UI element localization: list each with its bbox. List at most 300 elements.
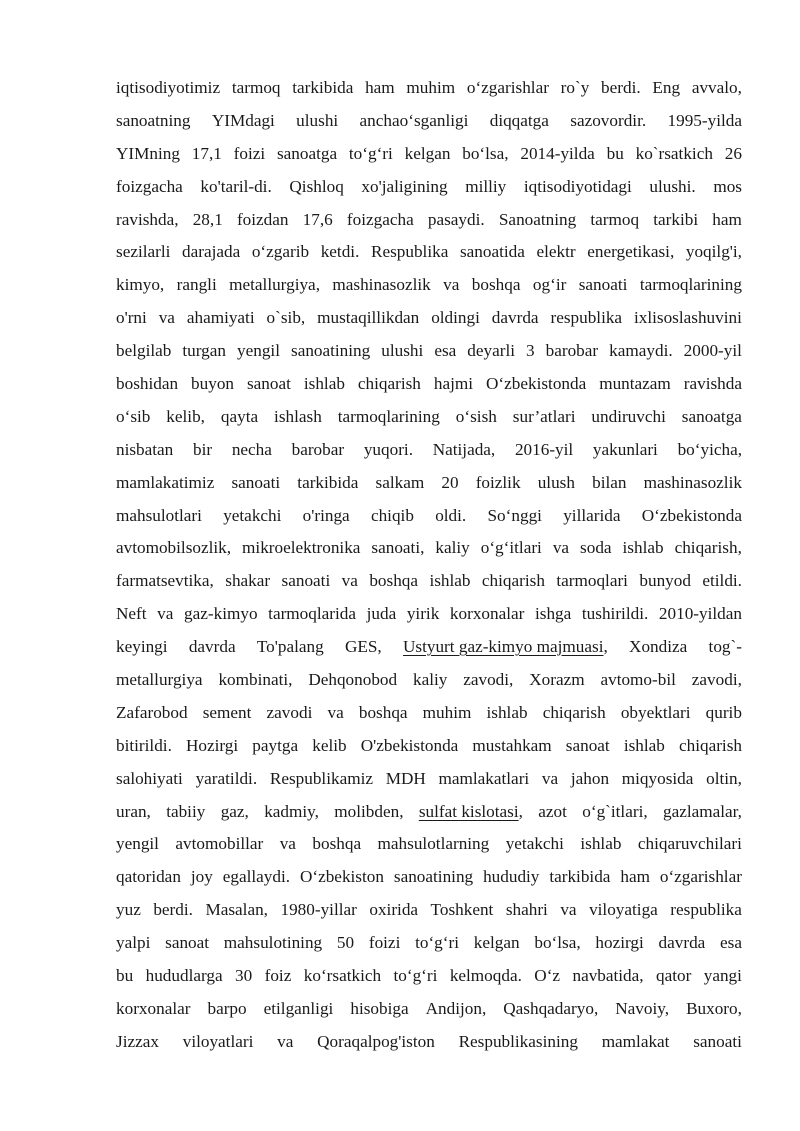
word-text: kelgan bbox=[473, 933, 520, 953]
word bbox=[267, 697, 313, 730]
word-text: o‘sib bbox=[116, 406, 151, 426]
word-text: chiqarish bbox=[542, 702, 606, 722]
word-text: foizdan bbox=[236, 209, 289, 229]
word-text: molibden, bbox=[334, 801, 404, 821]
word bbox=[591, 401, 665, 434]
word bbox=[146, 960, 223, 993]
text-line bbox=[116, 894, 742, 927]
inline-link-word[interactable] bbox=[419, 796, 523, 829]
word bbox=[247, 368, 291, 401]
text-line bbox=[116, 993, 742, 1026]
word bbox=[406, 72, 455, 105]
word-text: tarmoq bbox=[231, 78, 281, 97]
word-text: 2010-yildan bbox=[658, 604, 742, 624]
word bbox=[182, 335, 226, 368]
word bbox=[515, 434, 573, 467]
word bbox=[280, 828, 296, 861]
word-text: ulush bbox=[537, 472, 575, 492]
word-text: Dehqonobod bbox=[308, 670, 398, 690]
word-text: kelmoqda. bbox=[449, 966, 522, 986]
word-text: ishga bbox=[535, 604, 572, 624]
word-text: 17,1 bbox=[191, 143, 222, 163]
word-text: hozirgi bbox=[595, 933, 644, 953]
word bbox=[566, 730, 610, 763]
word-text: elektr bbox=[536, 242, 576, 262]
word-text: shahri bbox=[505, 900, 548, 920]
word bbox=[116, 467, 214, 500]
word bbox=[592, 467, 626, 500]
word bbox=[116, 204, 179, 237]
word-text: bu bbox=[116, 966, 134, 986]
word-text: tarmoq bbox=[590, 209, 640, 229]
word bbox=[570, 105, 646, 138]
word bbox=[429, 565, 470, 598]
word bbox=[304, 960, 381, 993]
word-text: ko'taril-di. bbox=[200, 176, 272, 196]
word-text: va bbox=[341, 571, 358, 591]
word-text: sanoati bbox=[231, 472, 281, 492]
word-text: ham bbox=[712, 209, 742, 229]
word bbox=[116, 598, 147, 631]
word-text: Eng bbox=[652, 78, 681, 97]
word-text: Jizzax bbox=[116, 1031, 159, 1051]
word bbox=[361, 730, 459, 763]
word bbox=[116, 631, 168, 664]
word-text: buyon bbox=[191, 374, 234, 394]
word bbox=[358, 368, 421, 401]
word bbox=[317, 1026, 435, 1059]
word-text: egallaydi. bbox=[222, 867, 291, 887]
word bbox=[472, 730, 551, 763]
word bbox=[482, 565, 545, 598]
word-text: tog`- bbox=[708, 637, 742, 657]
word bbox=[534, 960, 560, 993]
text-line bbox=[116, 72, 742, 105]
word bbox=[191, 861, 213, 894]
word bbox=[332, 269, 430, 302]
word bbox=[300, 861, 384, 894]
word-text: bo‘yicha, bbox=[677, 439, 742, 459]
word-text: berdi. bbox=[153, 900, 193, 920]
word bbox=[371, 236, 448, 269]
word bbox=[376, 467, 425, 500]
word-text: O'zbekistonda bbox=[360, 735, 459, 755]
word-text: ham bbox=[620, 867, 650, 887]
word bbox=[264, 796, 319, 829]
word-text: 2016-yil bbox=[514, 439, 574, 459]
word-text: oxirida bbox=[369, 900, 419, 920]
word-text: tarkibida bbox=[297, 472, 359, 492]
word-text: ahamiyati bbox=[186, 308, 255, 328]
text-line bbox=[116, 730, 742, 763]
word-text: muhim bbox=[422, 702, 472, 722]
text-line bbox=[116, 401, 742, 434]
word bbox=[369, 927, 401, 960]
word bbox=[157, 598, 173, 631]
word-text: ishlab bbox=[303, 374, 345, 394]
word-text: davrda bbox=[491, 308, 539, 328]
word-text: ulushi bbox=[296, 110, 339, 130]
word bbox=[369, 565, 418, 598]
word bbox=[686, 993, 742, 1026]
word bbox=[221, 796, 249, 829]
word bbox=[580, 532, 612, 565]
word bbox=[304, 368, 345, 401]
word bbox=[175, 828, 263, 861]
word bbox=[116, 565, 214, 598]
word bbox=[116, 269, 164, 302]
word bbox=[116, 368, 178, 401]
word-text: esa bbox=[434, 341, 457, 361]
word-text: o`sib, bbox=[266, 308, 306, 328]
word-text: ko‘rsatkich bbox=[303, 966, 382, 986]
word bbox=[345, 631, 382, 664]
text-line bbox=[116, 1026, 742, 1059]
text-line bbox=[116, 204, 742, 237]
word bbox=[116, 927, 150, 960]
word bbox=[212, 105, 275, 138]
word bbox=[116, 763, 183, 796]
word-text: , bbox=[603, 637, 608, 657]
word-text: mustahkam bbox=[472, 735, 552, 755]
word bbox=[116, 236, 170, 269]
word bbox=[166, 796, 205, 829]
word-text: zavodi bbox=[266, 702, 313, 722]
word bbox=[670, 894, 742, 927]
word-text: o‘zgarishlar bbox=[659, 867, 742, 887]
word-text: ishlab bbox=[623, 735, 665, 755]
word bbox=[702, 565, 742, 598]
word bbox=[187, 302, 255, 335]
word-text: mustaqillikdan bbox=[317, 308, 420, 328]
word bbox=[205, 894, 268, 927]
word-text: 17,6 bbox=[302, 209, 333, 229]
word-text: jahon bbox=[570, 768, 610, 788]
word-text: kelib bbox=[312, 735, 347, 755]
word bbox=[268, 598, 356, 631]
word bbox=[725, 138, 742, 171]
word bbox=[203, 697, 252, 730]
word-text: tarkibi bbox=[653, 209, 699, 229]
word bbox=[615, 993, 669, 1026]
word-text: chiqarish bbox=[481, 571, 545, 591]
word bbox=[116, 828, 159, 861]
word-text: joy bbox=[190, 867, 213, 887]
word-text: ulushi. bbox=[649, 176, 696, 196]
word bbox=[609, 335, 672, 368]
word-text: 1980-yillar bbox=[280, 900, 357, 920]
word-text: boshqa bbox=[312, 834, 362, 854]
word bbox=[535, 598, 571, 631]
text-line bbox=[116, 796, 742, 829]
word-text: o‘g‘itlari bbox=[480, 538, 542, 558]
word-text: va bbox=[279, 834, 296, 854]
text-line bbox=[116, 467, 742, 500]
word-text: salohiyati bbox=[116, 768, 183, 788]
word-text: mamlakatlari bbox=[438, 768, 530, 788]
text-link[interactable]: sulfat kislotasi bbox=[418, 801, 519, 821]
word bbox=[237, 204, 289, 237]
text-line bbox=[116, 565, 742, 598]
word bbox=[267, 302, 306, 335]
word bbox=[196, 763, 258, 796]
word-text: ravishda bbox=[683, 374, 742, 394]
word bbox=[652, 72, 680, 105]
word bbox=[476, 467, 521, 500]
word bbox=[623, 532, 664, 565]
word bbox=[563, 500, 620, 533]
word bbox=[481, 532, 542, 565]
word-text: MDH bbox=[385, 768, 426, 788]
word-text: miqyosida bbox=[621, 768, 694, 788]
word bbox=[224, 927, 322, 960]
word bbox=[116, 302, 147, 335]
word bbox=[242, 532, 360, 565]
word-text: 30 bbox=[235, 966, 253, 986]
word bbox=[192, 138, 222, 171]
word-text: , bbox=[518, 801, 523, 821]
word-text: shakar bbox=[225, 571, 271, 591]
word bbox=[668, 105, 742, 138]
word bbox=[488, 500, 542, 533]
word-text: o‘g`itlari, bbox=[582, 801, 648, 821]
word-text: etildi. bbox=[702, 571, 742, 591]
word-text: oldi. bbox=[435, 505, 467, 525]
word-text: Toshkent bbox=[430, 900, 494, 920]
word bbox=[347, 204, 414, 237]
word bbox=[549, 861, 610, 894]
word-text: Qishloq bbox=[289, 176, 344, 196]
word-text: yetakchi bbox=[505, 834, 564, 854]
word-text: kaliy bbox=[435, 538, 470, 558]
text-link[interactable]: Ustyurt gaz-kimyo majmuasi bbox=[402, 637, 604, 657]
word-text: iqtisodiyotidagi bbox=[523, 176, 632, 196]
word bbox=[282, 565, 331, 598]
word bbox=[506, 894, 548, 927]
text-line bbox=[116, 960, 742, 993]
word bbox=[434, 368, 473, 401]
word-text: korxonalar bbox=[449, 604, 525, 624]
word bbox=[312, 730, 346, 763]
word bbox=[184, 598, 258, 631]
word-text: davrda bbox=[658, 933, 706, 953]
word bbox=[116, 664, 203, 697]
word-text: respublika bbox=[670, 900, 742, 920]
word bbox=[656, 960, 691, 993]
word-text: obyektlari bbox=[620, 702, 691, 722]
word-text: to‘g‘ri bbox=[393, 966, 438, 986]
word bbox=[265, 960, 292, 993]
word bbox=[483, 861, 539, 894]
word bbox=[116, 532, 231, 565]
word-text: 26 bbox=[724, 143, 742, 163]
word bbox=[116, 500, 202, 533]
word-text: 28,1 bbox=[192, 209, 223, 229]
word bbox=[116, 796, 151, 829]
word bbox=[289, 171, 343, 204]
word-text: Masalan, bbox=[205, 900, 268, 920]
word-text: bu bbox=[606, 143, 624, 163]
word bbox=[223, 500, 281, 533]
word-text: zavodi, bbox=[463, 670, 514, 690]
word bbox=[116, 993, 190, 1026]
word bbox=[296, 105, 338, 138]
word-text: kamaydi. bbox=[609, 341, 673, 361]
word bbox=[221, 401, 258, 434]
word bbox=[534, 927, 580, 960]
word-text: keyingi bbox=[116, 637, 168, 657]
word bbox=[490, 105, 549, 138]
word-text: tabiiy bbox=[166, 801, 206, 821]
word bbox=[371, 500, 414, 533]
word-text: yillarida bbox=[563, 505, 621, 525]
text-line bbox=[116, 631, 742, 664]
word-text: sanoatining bbox=[393, 867, 474, 887]
word bbox=[321, 236, 360, 269]
word-text: kimyo, bbox=[116, 275, 165, 295]
word-text: Qoraqalpog'iston bbox=[317, 1031, 435, 1051]
word-text: qayta bbox=[220, 406, 259, 426]
word bbox=[308, 664, 397, 697]
word-text: va bbox=[552, 538, 570, 558]
word bbox=[679, 730, 742, 763]
word-text: chiqaruvchilari bbox=[637, 834, 742, 854]
word bbox=[704, 960, 742, 993]
word-text: qatoridan bbox=[116, 867, 181, 887]
word-text: paytga bbox=[252, 735, 299, 755]
text-line bbox=[116, 105, 742, 138]
word bbox=[277, 1026, 293, 1059]
word bbox=[659, 598, 742, 631]
word-text: GES, bbox=[344, 637, 382, 657]
word-text: ketdi. bbox=[320, 242, 360, 262]
word-text: avtomobillar bbox=[175, 834, 264, 854]
word bbox=[394, 861, 473, 894]
word bbox=[542, 763, 558, 796]
word bbox=[186, 730, 238, 763]
word bbox=[639, 565, 691, 598]
word-text: yaratildi. bbox=[195, 768, 258, 788]
word bbox=[529, 664, 584, 697]
word-text: ishlab bbox=[486, 702, 528, 722]
word-text: juda bbox=[366, 604, 397, 624]
word bbox=[706, 697, 742, 730]
word-text: kombinati, bbox=[218, 670, 293, 690]
word-text: YIMdagi bbox=[211, 110, 275, 130]
word-text: sanoati bbox=[693, 1031, 742, 1051]
word-text: gazlamalar, bbox=[662, 801, 742, 821]
word-text: Navoiy, bbox=[615, 998, 670, 1018]
word bbox=[257, 631, 324, 664]
word-text: anchao‘sganligi bbox=[359, 110, 469, 130]
word-text: ravishda, bbox=[116, 209, 179, 229]
word bbox=[660, 861, 742, 894]
word bbox=[600, 664, 675, 697]
word-text: mahsulotlarning bbox=[377, 834, 490, 854]
word bbox=[462, 138, 508, 171]
word-text: ulushi bbox=[381, 341, 424, 361]
word-text: yalpi bbox=[116, 933, 151, 953]
word bbox=[229, 269, 320, 302]
word-text: belgilab bbox=[116, 341, 172, 361]
word bbox=[526, 335, 535, 368]
word-text: azot bbox=[538, 801, 567, 821]
word-text: tushirildi. bbox=[581, 604, 649, 624]
word bbox=[560, 894, 576, 927]
word bbox=[513, 401, 576, 434]
word-text: tarkibida bbox=[549, 867, 611, 887]
word-text: hajmi bbox=[433, 374, 474, 394]
word-text: 1995-yilda bbox=[667, 110, 742, 130]
word-text: YIMning bbox=[116, 143, 180, 163]
text-line bbox=[116, 828, 742, 861]
word bbox=[590, 204, 639, 237]
word bbox=[116, 401, 150, 434]
word bbox=[587, 236, 674, 269]
word-text: foiz bbox=[264, 966, 292, 986]
word-text: yengil bbox=[237, 341, 280, 361]
word-text: yuqori. bbox=[363, 439, 413, 459]
inline-link-word[interactable] bbox=[403, 631, 608, 664]
word-text: ham bbox=[365, 78, 395, 97]
word bbox=[317, 302, 419, 335]
word bbox=[116, 335, 171, 368]
word bbox=[116, 138, 180, 171]
word bbox=[693, 1026, 742, 1059]
word-text: ro`y bbox=[560, 78, 590, 97]
word-text: avvalo, bbox=[691, 78, 742, 97]
word-text: va bbox=[541, 768, 559, 788]
word-text: rangli bbox=[176, 275, 217, 295]
word-text: Xondiza bbox=[629, 637, 688, 657]
word bbox=[450, 960, 522, 993]
word bbox=[193, 434, 212, 467]
word-text: etilganligi bbox=[263, 998, 334, 1018]
text-line bbox=[116, 302, 742, 335]
word-text: hududlarga bbox=[145, 966, 223, 986]
word bbox=[378, 828, 490, 861]
word-text: o'rni bbox=[116, 308, 147, 328]
word bbox=[223, 861, 290, 894]
word bbox=[692, 664, 742, 697]
text-line bbox=[116, 500, 742, 533]
word bbox=[602, 1026, 670, 1059]
text-line bbox=[116, 763, 742, 796]
word bbox=[553, 532, 569, 565]
word-text: sanoatida bbox=[459, 242, 525, 262]
word-text: 3 bbox=[526, 341, 535, 361]
word-text: ishlab bbox=[622, 538, 664, 558]
word bbox=[720, 927, 742, 960]
word bbox=[595, 927, 643, 960]
word bbox=[546, 335, 599, 368]
word bbox=[629, 631, 687, 664]
word bbox=[431, 894, 494, 927]
word bbox=[620, 861, 650, 894]
word bbox=[465, 171, 506, 204]
word-text: chiqarish bbox=[678, 735, 742, 755]
word-text: muntazam bbox=[599, 374, 671, 394]
word-text: 2014-yilda bbox=[520, 143, 595, 163]
word-text: to‘g‘ri bbox=[348, 143, 393, 163]
word-text: o‘zgarishlar bbox=[466, 78, 549, 97]
word bbox=[280, 894, 356, 927]
word-text: 20 bbox=[441, 472, 459, 492]
word-text: navbatida, bbox=[572, 966, 644, 986]
word bbox=[116, 72, 220, 105]
word-text: mos bbox=[713, 176, 742, 196]
word bbox=[177, 269, 217, 302]
